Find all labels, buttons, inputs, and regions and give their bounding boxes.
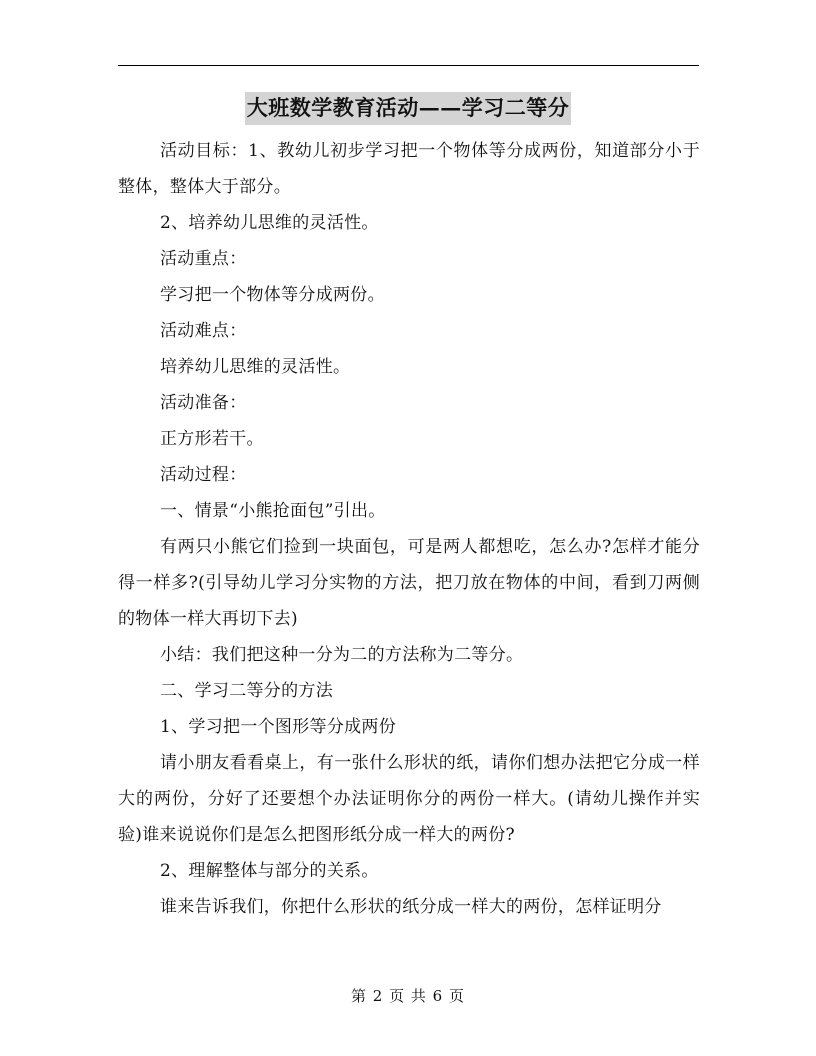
title-container — [0, 92, 816, 125]
paragraph-bear-story: 有两只小熊它们捡到一块面包，可是两人都想吃，怎么办?怎样才能分得一样多?(引导幼儿学习分实物的方法，把刀放在物体的中间，看到刀两侧的物体一样大再切下去) — [118, 537, 700, 629]
paragraph-activity-goal: 活动目标：1、教幼儿初步学习把一个物体等分成两份，知道部分小于整体，整体大于部分。 — [118, 141, 700, 197]
paragraph-key-point: 学习把一个物体等分成两份。 — [160, 285, 385, 305]
paragraph-summary: 小结：我们把这种一分为二的方法称为二等分。 — [160, 645, 524, 665]
paragraph-key-point-heading: 活动重点： — [160, 249, 247, 269]
paragraph-preparation-heading: 活动准备： — [160, 393, 247, 413]
document-title: 大班数学教育活动——学习二等分 — [245, 92, 572, 125]
paragraph-step-1-body: 请小朋友看看桌上，有一张什么形状的纸，请你们想办法把它分成一样大的两份，分好了还要想个办法证明你分的两份一样大。(请幼儿操作并实验)谁来说说你们是怎么把图形纸分成一样大的两份? — [118, 753, 700, 845]
paragraph-process-heading: 活动过程： — [160, 465, 247, 485]
paragraph-step-2-body: 谁来告诉我们，你把什么形状的纸分成一样大的两份，怎样证明分 — [160, 897, 662, 917]
document-body — [118, 133, 700, 925]
paragraph-step-2-heading: 2、理解整体与部分的关系。 — [160, 861, 379, 881]
paragraph-goal-2: 2、培养幼儿思维的灵活性。 — [160, 213, 379, 233]
paragraph-step-1-heading: 1、学习把一个图形等分成两份 — [160, 717, 397, 737]
paragraph-section-1-heading: 一、情景“小熊抢面包”引出。 — [160, 501, 386, 521]
paragraph-section-2-heading: 二、学习二等分的方法 — [160, 681, 333, 701]
paragraph-difficulty-heading: 活动难点： — [160, 321, 247, 341]
page-footer: 第 2 页 共 6 页 — [351, 987, 465, 1005]
paragraph-difficulty: 培养幼儿思维的灵活性。 — [160, 357, 351, 377]
paragraph-preparation: 正方形若干。 — [160, 429, 264, 449]
header-rule — [118, 65, 699, 66]
